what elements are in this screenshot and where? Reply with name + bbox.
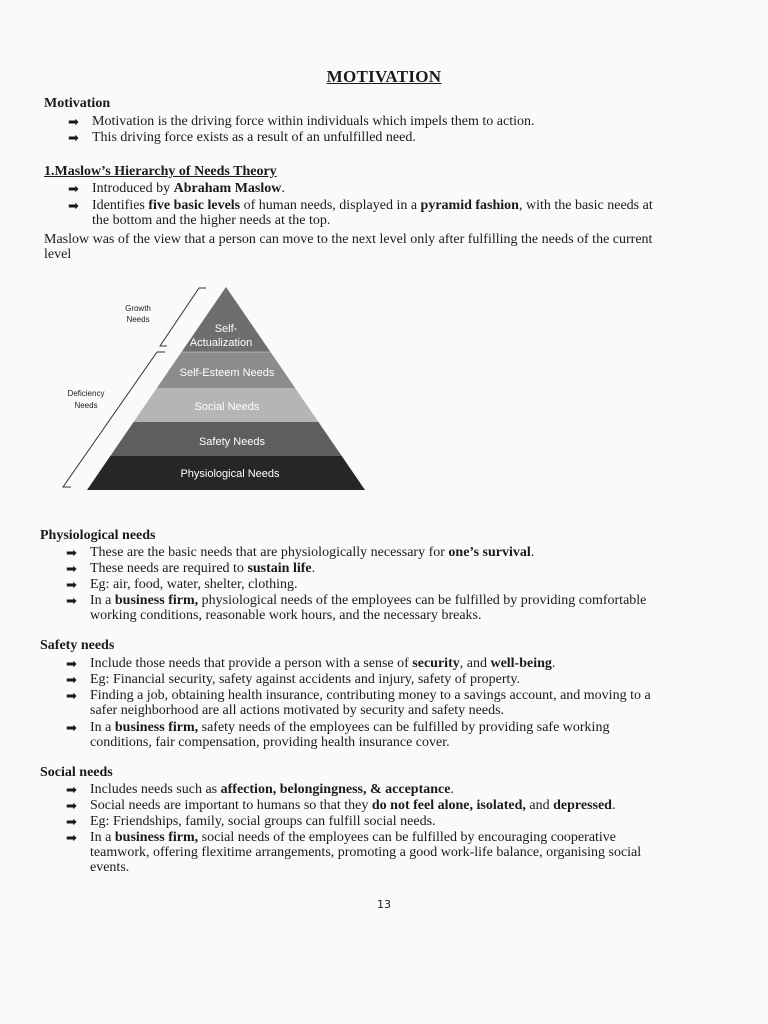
list-item — [66, 782, 731, 797]
list-item — [66, 656, 731, 671]
bullet-text: This driving force exists as a result of an unfulfilled need. — [92, 130, 416, 145]
list-item — [66, 814, 731, 829]
list-item — [68, 198, 728, 230]
arrow-bullet-icon: ➡ — [66, 783, 77, 798]
list-item — [66, 577, 731, 592]
self-esteem-label: Self-Esteem Needs — [179, 367, 275, 379]
bullet-text: These needs are required to sustain life. — [90, 561, 316, 576]
bullet-text: In a business firm, physiological needs of the employees can be fulfilled by providing comfortable working conditions, reasonable work hours, and the necessary breaks. — [90, 593, 647, 623]
list-item — [66, 798, 731, 813]
list-item — [66, 830, 731, 878]
list-item — [68, 181, 728, 196]
deficiency-needs-label-1: Deficiency — [67, 389, 105, 398]
motivation-heading: Motivation — [44, 96, 111, 111]
bullet-text: Eg: Financial security, safety against accidents and injury, safety of property. — [90, 672, 520, 687]
bullet-text: Includes needs such as affection, belongingness, & acceptance. — [90, 782, 454, 797]
list-item — [68, 114, 728, 129]
safety-label: Safety Needs — [198, 436, 266, 448]
arrow-bullet-icon: ➡ — [66, 562, 77, 577]
self-actualization-label-2: Actualization — [189, 337, 253, 349]
social-heading: Social needs — [40, 765, 113, 780]
arrow-bullet-icon: ➡ — [68, 131, 79, 146]
arrow-bullet-icon: ➡ — [66, 657, 77, 672]
bullet-text: Identifies five basic levels of human needs, displayed in a pyramid fashion, with the basic needs at the bottom and the higher needs at the top. — [92, 198, 653, 228]
list-item — [66, 561, 731, 576]
bullet-text: Introduced by Abraham Maslow. — [92, 181, 285, 196]
maslow-paragraph: Maslow was of the view that a person can move to the next level only after fulfilling the needs of the current level — [44, 232, 653, 262]
deficiency-needs-label-2: Needs — [74, 401, 98, 410]
arrow-bullet-icon: ➡ — [66, 831, 77, 846]
bullet-text: In a business firm, safety needs of the employees can be fulfilled by providing safe working conditions, fair compensation, providing health insurance cover. — [90, 720, 610, 750]
arrow-bullet-icon: ➡ — [68, 182, 79, 197]
list-item — [66, 672, 731, 687]
arrow-bullet-icon: ➡ — [66, 689, 77, 704]
page-title: MOTIVATION — [326, 67, 442, 86]
bullet-text: In a business firm, social needs of the employees can be fulfilled by encouraging cooperative teamwork, offering flexitime arrangements, promoting a good work-life balance, organising social events. — [90, 830, 642, 875]
physiological-heading: Physiological needs — [40, 528, 156, 543]
bullet-text: These are the basic needs that are physiologically necessary for one’s survival. — [90, 545, 535, 560]
bullet-text: Motivation is the driving force within individuals which impels them to action. — [92, 114, 535, 129]
list-item — [66, 593, 731, 625]
maslow-heading: 1.Maslow’s Hierarchy of Needs Theory — [44, 164, 277, 179]
list-item — [66, 688, 731, 720]
list-item — [66, 545, 731, 560]
arrow-bullet-icon: ➡ — [66, 721, 77, 736]
physiological-label: Physiological Needs — [180, 468, 280, 480]
bullet-text: Finding a job, obtaining health insurance, contributing money to a savings account, and moving to a safer neighborhood are all actions motivated by security and safety needs. — [90, 688, 651, 718]
arrow-bullet-icon: ➡ — [66, 815, 77, 830]
arrow-bullet-icon: ➡ — [68, 115, 79, 130]
arrow-bullet-icon: ➡ — [68, 199, 79, 214]
self-actualization-label-1: Self- — [214, 323, 238, 335]
page-number: 13 — [377, 898, 391, 911]
social-label: Social Needs — [194, 401, 260, 413]
arrow-bullet-icon: ➡ — [66, 546, 77, 561]
list-item — [66, 720, 731, 752]
arrow-bullet-icon: ➡ — [66, 673, 77, 688]
arrow-bullet-icon: ➡ — [66, 799, 77, 814]
arrow-bullet-icon: ➡ — [66, 594, 77, 609]
bullet-text: Include those needs that provide a person with a sense of security, and well-being. — [90, 656, 556, 671]
bullet-text: Eg: Friendships, family, social groups can fulfill social needs. — [90, 814, 436, 829]
growth-needs-label-2: Needs — [126, 315, 150, 324]
growth-needs-label-1: Growth — [125, 304, 151, 313]
safety-heading: Safety needs — [40, 638, 115, 653]
list-item — [68, 130, 728, 145]
arrow-bullet-icon: ➡ — [66, 578, 77, 593]
bullet-text: Social needs are important to humans so that they do not feel alone, isolated, and depressed. — [90, 798, 616, 813]
bullet-text: Eg: air, food, water, shelter, clothing. — [90, 577, 298, 592]
maslow-pyramid-diagram — [55, 282, 375, 497]
